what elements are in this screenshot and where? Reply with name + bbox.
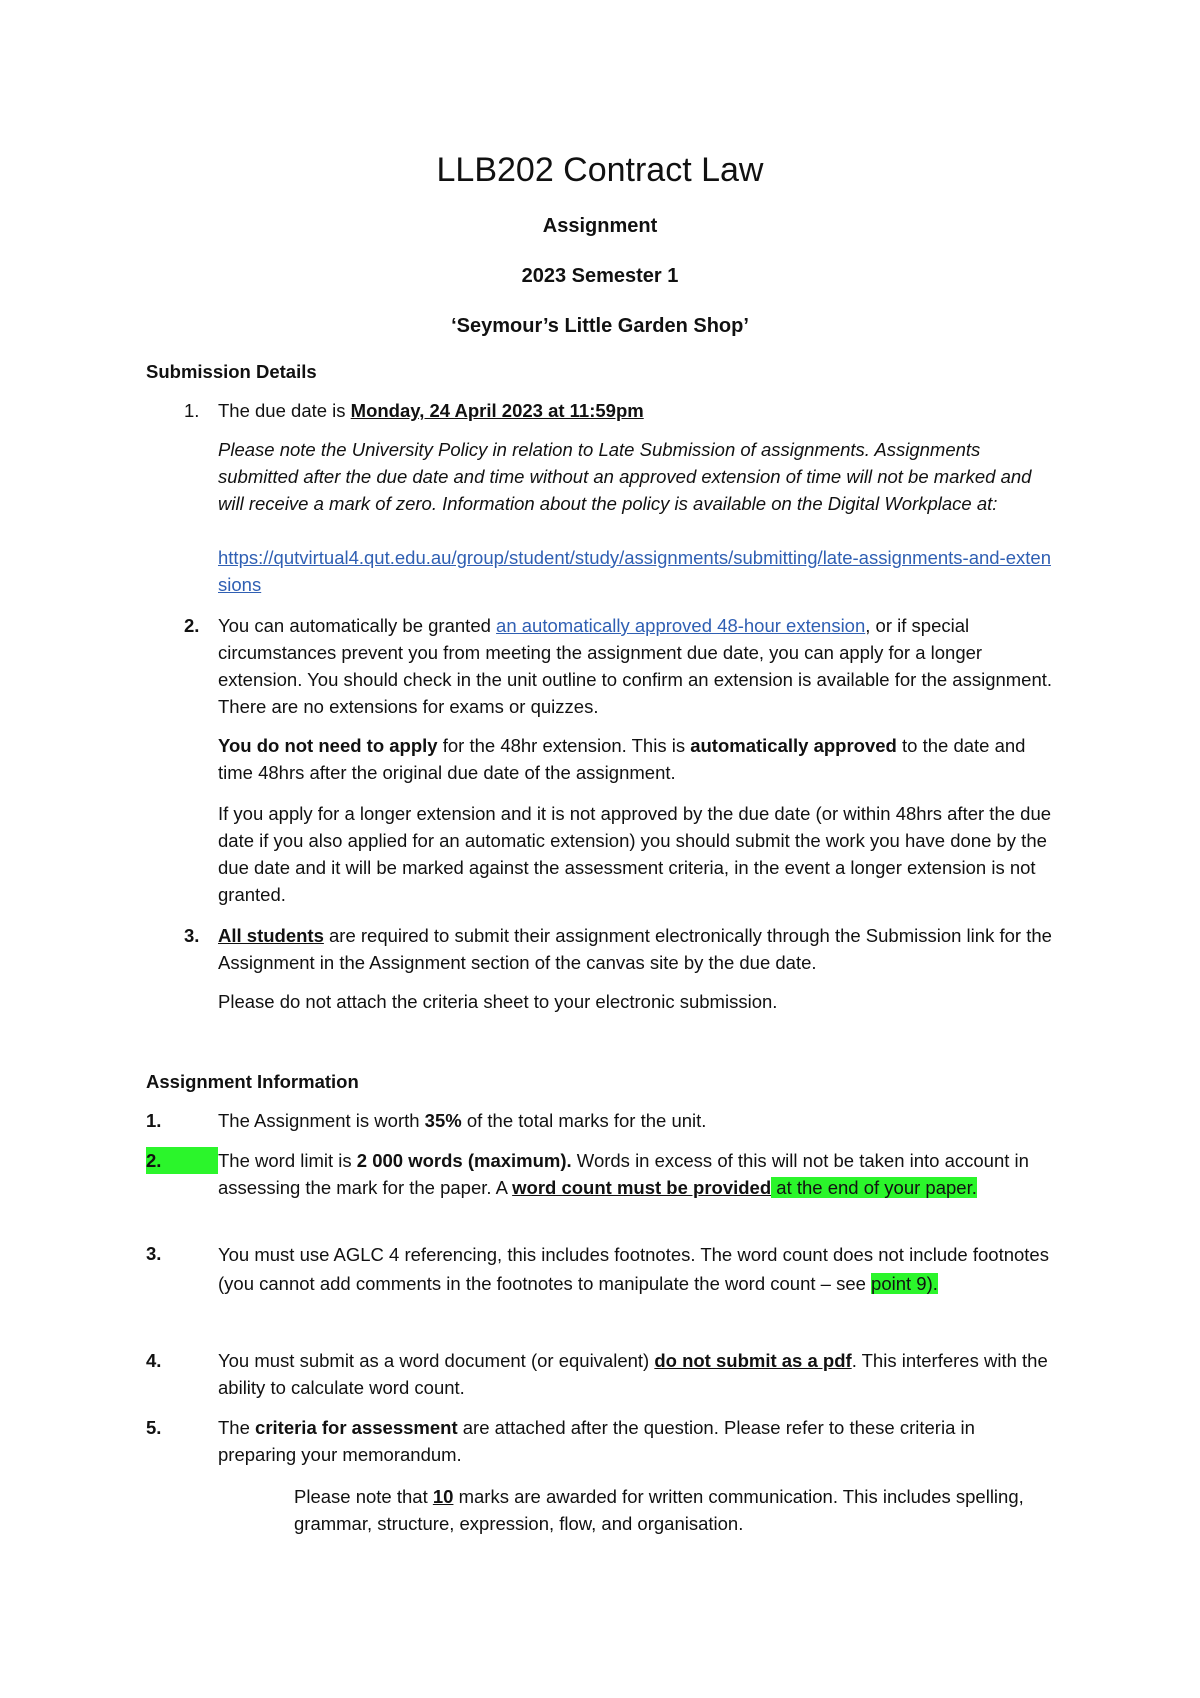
extension-intro: You can automatically be granted — [218, 615, 497, 636]
submission-item-1-number: 1. — [184, 400, 200, 421]
submission-details-heading: Submission Details — [146, 361, 317, 382]
submission-item-3 — [218, 922, 1058, 976]
no-pdf-bold: do not submit as a pdf — [654, 1350, 852, 1371]
longer-extension-paragraph: If you apply for a longer extension and it is not approved by the due date (or within 48hrs after the due date if you also applied for an automatic extension) you should submit the work you have done by the due date and it will be marked against the assessment criteria, in the event a longer extension is not granted. — [218, 803, 1052, 905]
word-limit: 2 000 words (maximum). — [356, 1150, 572, 1171]
info-item-2 — [218, 1147, 1058, 1201]
point-9-highlight: point 9). — [871, 1273, 938, 1294]
extension-text: , or if special circumstances prevent you from meeting the assignment due date, you can apply for a longer extension. You should check in the unit outline to confirm an extension is available for the assignment. There are no extensions for exams or quizzes. — [218, 615, 1053, 717]
marks-text: marks are awarded for written communication. This includes spelling, grammar, structure, expression, flow, and organisation. — [294, 1486, 1024, 1534]
all-students-bold: All students — [218, 925, 324, 946]
late-policy-note: Please note the University Policy in relation to Late Submission of assignments. Assignments submitted after the due date and time without an approved extension of time will not be marked and will receive a mark of zero. Information about the policy is available on the Digital Workplace at: — [218, 439, 1032, 514]
info-item-4 — [218, 1347, 1058, 1401]
word-document-text: You must submit as a word document (or equivalent) — [218, 1350, 655, 1371]
info-item-1-number: 1. — [146, 1110, 162, 1131]
page-title: LLB202 Contract Law — [436, 151, 764, 189]
info-item-2-number — [146, 1147, 218, 1174]
document-subtitle: Assignment — [542, 215, 658, 237]
word-limit-intro: The word limit is — [218, 1150, 357, 1171]
submission-item-1 — [218, 397, 1058, 424]
worth-text: of the total marks for the unit. — [461, 1110, 707, 1131]
written-communication-note — [294, 1483, 1044, 1537]
worth-intro: The Assignment is worth — [218, 1110, 425, 1131]
extension-link[interactable]: an automatically approved 48-hour extension — [496, 615, 866, 636]
word-count-interference: . This interferes with the ability to calculate word count. — [218, 1350, 1048, 1398]
word-count-required: word count must be provided — [512, 1177, 772, 1198]
word-limit-text: Words in excess of this will not be taken into account in assessing the mark for the paper. A — [218, 1150, 1029, 1198]
info-item-5 — [218, 1414, 1058, 1468]
criteria-text: are attached after the question. Please refer to these criteria in preparing your memorandum. — [218, 1417, 975, 1465]
submission-instructions: are required to submit their assignment electronically through the Submission link for the Assignment in the Assignment section of the canvas site by the due date. — [218, 925, 1052, 973]
referencing-text: You must use AGLC 4 referencing, this includes footnotes. The word count does not include footnotes (you cannot add comments in the footnotes to manipulate the word count – see — [218, 1244, 1049, 1294]
late-policy-url[interactable]: https://qutvirtual4.qut.edu.au/group/student/study/assignments/submitting/late-assignments-and-extensions — [218, 547, 1051, 595]
worth-percent: 35% — [424, 1110, 462, 1131]
extension-approval-paragraph — [218, 732, 1058, 786]
due-date-intro: The due date is — [218, 400, 351, 421]
info-item-4-number: 4. — [146, 1350, 162, 1371]
submission-item-2-number: 2. — [184, 615, 200, 636]
criteria-bold: criteria for assessment — [255, 1417, 458, 1438]
info-item-1 — [218, 1107, 1058, 1134]
no-apply-bold: You do not need to apply — [218, 735, 438, 756]
marks-value: 10 — [432, 1486, 454, 1507]
assignment-information-heading: Assignment Information — [146, 1071, 359, 1092]
auto-approved-bold: automatically approved — [690, 735, 897, 756]
semester-label: 2023 Semester 1 — [521, 265, 679, 287]
case-name: ‘Seymour’s Little Garden Shop’ — [451, 315, 749, 337]
info-item-2-number-highlight: 2. — [146, 1147, 218, 1174]
end-of-paper-highlight: at the end of your paper. — [771, 1177, 977, 1198]
criteria-sheet-note: Please do not attach the criteria sheet to your electronic submission. — [218, 991, 778, 1012]
criteria-intro: The — [218, 1417, 256, 1438]
due-date: Monday, 24 April 2023 at 11:59pm — [350, 400, 644, 421]
extension-mid-text: for the 48hr extension. This is — [437, 735, 691, 756]
info-item-3-number: 3. — [146, 1243, 162, 1264]
info-item-3 — [218, 1240, 1058, 1298]
info-item-5-number: 5. — [146, 1417, 162, 1438]
late-policy-link[interactable] — [218, 544, 1058, 598]
extension-end-text: to the date and time 48hrs after the original due date of the assignment. — [218, 735, 1026, 783]
submission-item-3-number: 3. — [184, 925, 200, 946]
submission-item-2 — [218, 612, 1058, 720]
marks-intro: Please note that — [294, 1486, 433, 1507]
